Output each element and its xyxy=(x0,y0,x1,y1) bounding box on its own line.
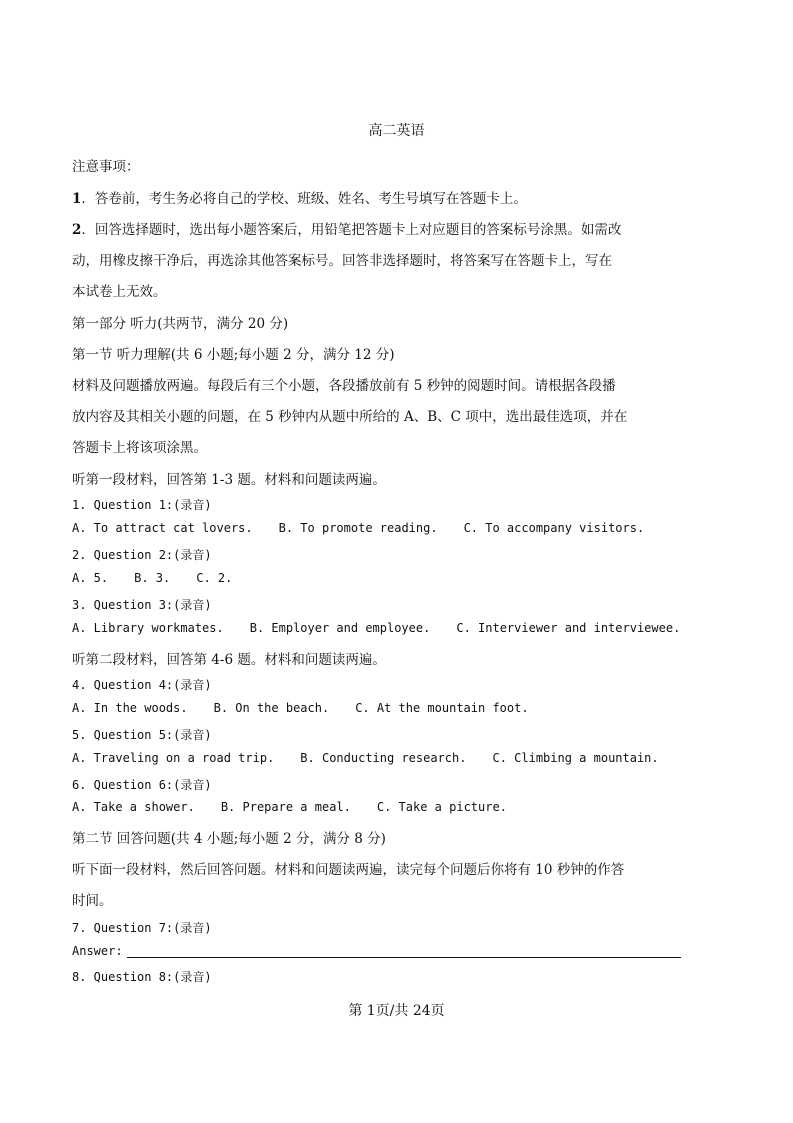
section1-instructions: 放内容及其相关小题的问题，在 5 秒钟内从题中所给的 A、B、C 项中，选出最佳选项，并在 xyxy=(72,409,628,425)
option-b: B. To promote reading. xyxy=(278,521,438,535)
option-a: A. 5. xyxy=(72,571,109,585)
page-footer: 第 1页/共 24页 xyxy=(348,1003,445,1019)
section2-instructions: 时间。 xyxy=(72,893,113,909)
page-title: 高二英语 xyxy=(368,123,425,139)
answer-blank-line[interactable] xyxy=(127,957,681,958)
notice-heading: 注意事项： xyxy=(72,159,140,175)
notice-item-2-number: 2 xyxy=(72,222,82,238)
question-3-options xyxy=(72,621,706,635)
option-b: B. Employer and employee. xyxy=(249,621,431,635)
notice-item-2 xyxy=(72,218,621,238)
option-a: A. Take a shower. xyxy=(72,800,195,814)
question-8: 8. Question 8:(录音) xyxy=(72,970,212,984)
section1-instructions: 答题卡上将该项涂黑。 xyxy=(72,440,207,456)
question-6-options xyxy=(72,800,533,814)
answer-label: Answer: xyxy=(72,944,123,958)
notice-item-2-text: ．回答选择题时，选出每小题答案后，用铅笔把答题卡上对应题目的答案标号涂黑。如需改 xyxy=(81,222,622,238)
question-2-options xyxy=(72,571,258,585)
notice-item-2-cont: 本试卷上无效。 xyxy=(72,284,167,300)
option-c: C. Climbing a mountain. xyxy=(492,751,659,765)
section2-instructions: 听下面一段材料，然后回答问题。材料和问题读两遍，读完每个问题后你将有 10 秒钟的作答 xyxy=(72,862,625,878)
option-a: A. Traveling on a road trip. xyxy=(72,751,275,765)
option-a: A. In the woods. xyxy=(72,701,188,715)
question-4-options xyxy=(72,701,555,715)
option-c: C. At the mountain foot. xyxy=(355,701,529,715)
option-b: B. Conducting research. xyxy=(300,751,467,765)
segment1-instructions: 听第一段材料，回答第 1-3 题。材料和问题读两遍。 xyxy=(72,472,386,488)
question-3: 3. Question 3:(录音) xyxy=(72,598,212,612)
option-b: B. On the beach. xyxy=(213,701,330,715)
option-b: B. Prepare a meal. xyxy=(220,800,351,814)
question-5: 5. Question 5:(录音) xyxy=(72,728,212,742)
section2-heading: 第二节 回答问题(共 4 小题;每小题 2 分，满分 8 分) xyxy=(72,831,386,847)
option-b: B. 3. xyxy=(134,571,171,585)
option-c: C. To accompany visitors. xyxy=(463,521,645,535)
segment2-instructions: 听第二段材料，回答第 4-6 题。材料和问题读两遍。 xyxy=(72,652,386,668)
part1-heading: 第一部分 听力(共两节，满分 20 分) xyxy=(72,316,289,332)
notice-item-1-number: 1 xyxy=(72,191,82,207)
question-5-options xyxy=(72,751,685,765)
question-4: 4. Question 4:(录音) xyxy=(72,678,212,692)
question-6: 6. Question 6:(录音) xyxy=(72,778,212,792)
section1-instructions: 材料及问题播放两遍。每段后有三个小题，各段播放前有 5 秒钟的阅题时间。请根据各段播 xyxy=(72,378,616,394)
option-c: C. 2. xyxy=(196,571,233,585)
option-c: C. Interviewer and interviewee. xyxy=(456,621,681,635)
question-2: 2. Question 2:(录音) xyxy=(72,548,212,562)
option-a: A. Library workmates. xyxy=(72,621,224,635)
option-c: C. Take a picture. xyxy=(376,800,507,814)
question-7: 7. Question 7:(录音) xyxy=(72,921,212,935)
option-a: A. To attract cat lovers. xyxy=(72,521,253,535)
section1-heading: 第一节 听力理解(共 6 小题;每小题 2 分，满分 12 分) xyxy=(72,347,395,363)
question-1-options xyxy=(72,521,670,535)
question-1: 1. Question 1:(录音) xyxy=(72,498,212,512)
notice-item-1-text: ．答卷前，考生务必将自己的学校、班级、姓名、考生号填写在答题卡上。 xyxy=(81,191,527,207)
notice-item-1 xyxy=(72,187,527,207)
notice-item-2-cont: 动，用橡皮擦干净后，再选涂其他答案标号。回答非选择题时，将答案写在答题卡上，写在 xyxy=(72,253,612,269)
